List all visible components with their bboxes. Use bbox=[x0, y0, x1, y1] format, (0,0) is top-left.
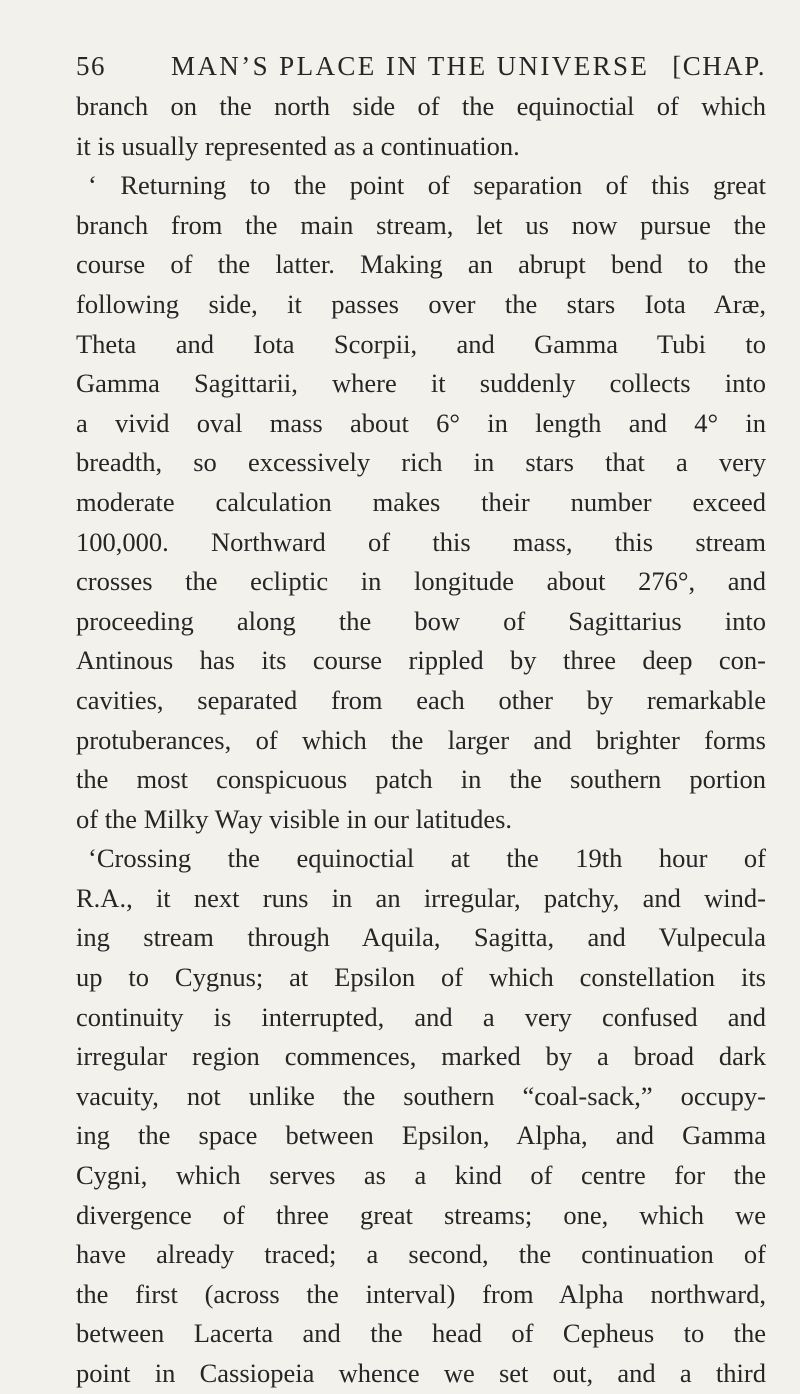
text-line: branch from the main stream, let us now pursue the bbox=[76, 209, 766, 240]
text-line: branch on the north side of the equinoctial of which bbox=[76, 91, 766, 121]
page-header bbox=[76, 46, 766, 86]
body-text bbox=[76, 87, 766, 1394]
text-line: a vivid oval mass about 6° in length and 4° in bbox=[76, 407, 766, 438]
text-line: have already traced; a second, the continuation of bbox=[76, 1239, 766, 1270]
text-line: crosses the ecliptic in longitude about 276°, and bbox=[76, 566, 766, 597]
text-line: Gamma Sagittarii, where it suddenly collects into bbox=[76, 368, 766, 399]
text-line: breadth, so excessively rich in stars that a very bbox=[76, 447, 766, 478]
running-title: MAN’S PLACE IN THE UNIVERSE bbox=[171, 51, 650, 81]
text-line: moderate calculation makes their number exceed bbox=[76, 486, 766, 517]
text-line: up to Cygnus; at Epsilon of which constellation its bbox=[76, 962, 766, 993]
text-line: it is usually represented as a continuation. bbox=[76, 130, 520, 161]
text-line: between Lacerta and the head of Cepheus to the bbox=[76, 1318, 766, 1349]
text-line: Antinous has its course rippled by three deep con- bbox=[76, 645, 766, 676]
text-line: ing the space between Epsilon, Alpha, and Gamma bbox=[76, 1120, 766, 1151]
text-line: vacuity, not unlike the southern “coal-sack,” occupy- bbox=[76, 1080, 766, 1111]
text-line: Theta and Iota Scorpii, and Gamma Tubi to bbox=[76, 328, 766, 359]
text-line: Cygni, which serves as a kind of centre for the bbox=[76, 1160, 766, 1191]
text-line: following side, it passes over the stars Iota Aræ, bbox=[76, 288, 766, 319]
page-number: 56 bbox=[76, 51, 106, 81]
chapter-mark: [CHAP. bbox=[672, 51, 766, 81]
text-line: 100,000. Northward of this mass, this stream bbox=[76, 526, 766, 557]
text-line: irregular region commences, marked by a broad dark bbox=[76, 1041, 766, 1072]
text-line: course of the latter. Making an abrupt bend to the bbox=[76, 249, 766, 280]
text-line: cavities, separated from each other by remarkable bbox=[76, 684, 766, 715]
text-line: proceeding along the bow of Sagittarius into bbox=[76, 605, 766, 636]
text-line: point in Cassiopeia whence we set out, and a third bbox=[76, 1358, 766, 1388]
text-line: R.A., it next runs in an irregular, patchy, and wind- bbox=[76, 882, 766, 913]
paragraph-start-line: ‘Crossing the equinoctial at the 19th hour of bbox=[88, 843, 766, 874]
text-line: divergence of three great streams; one, which we bbox=[76, 1199, 766, 1230]
text-line: ing stream through Aquila, Sagitta, and Vulpecula bbox=[76, 922, 766, 953]
paragraph-start-line: ‘ Returning to the point of separation of this great bbox=[88, 170, 766, 201]
text-line: the most conspicuous patch in the southern portion bbox=[76, 764, 766, 795]
text-line: continuity is interrupted, and a very confused and bbox=[76, 1001, 766, 1032]
text-line: the first (across the interval) from Alpha northward, bbox=[76, 1278, 766, 1309]
text-line: protuberances, of which the larger and brighter forms bbox=[76, 724, 766, 755]
text-line: of the Milky Way visible in our latitudes. bbox=[76, 803, 513, 834]
